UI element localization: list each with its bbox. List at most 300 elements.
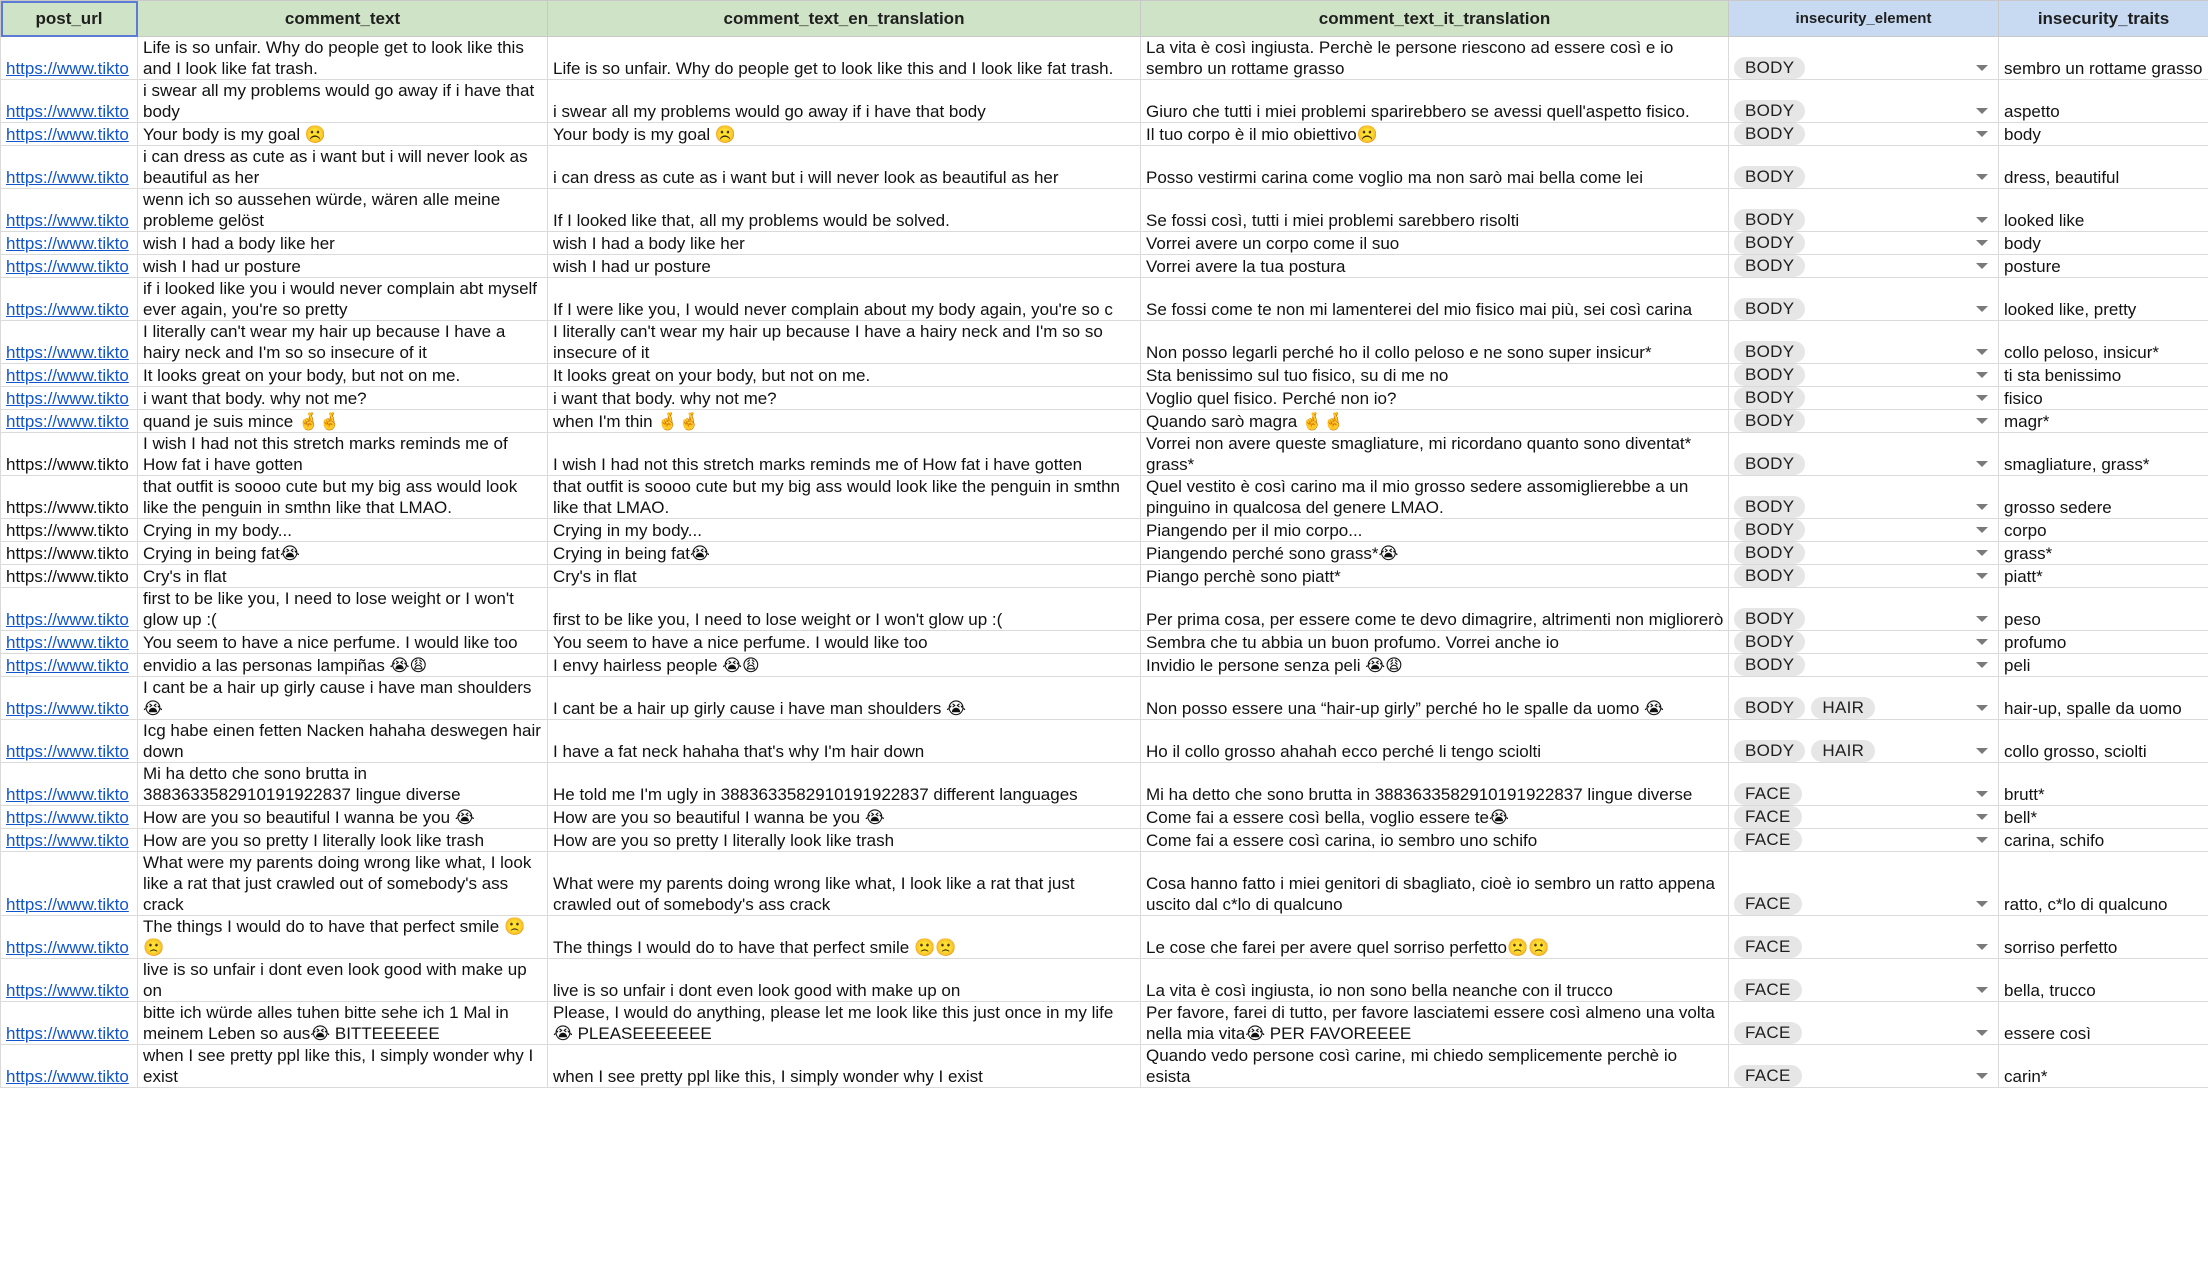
dropdown-arrow-icon[interactable] xyxy=(1976,217,1988,223)
it-translation-cell[interactable]: Ho il collo grosso ahahah ecco perché li tengo sciolti xyxy=(1141,720,1729,763)
insecurity-element-cell[interactable] xyxy=(1729,916,1999,959)
comment-text-cell[interactable]: I literally can't wear my hair up because I have a hairy neck and I'm so so insecure of it xyxy=(138,321,548,364)
table-row xyxy=(1,829,2208,852)
comment-text-cell[interactable]: What were my parents doing wrong like what, I look like a rat that just crawled out of somebody's ass crack xyxy=(138,852,548,916)
insecurity-element-chip: BODY xyxy=(1734,740,1805,762)
insecurity-element-cell[interactable] xyxy=(1729,959,1999,1002)
post-url-cell[interactable] xyxy=(1,720,138,763)
en-translation-cell[interactable]: when I'm thin 🤞🤞 xyxy=(548,410,1141,433)
post-url-link[interactable]: https://www.tikto xyxy=(6,102,129,121)
comment-text-cell[interactable]: How are you so pretty I literally look like trash xyxy=(138,829,548,852)
en-translation-cell[interactable]: i want that body. why not me? xyxy=(548,387,1141,410)
post-url-link[interactable]: https://www.tikto xyxy=(6,211,129,230)
insecurity-element-chip: BODY xyxy=(1734,631,1805,653)
comment-text-cell[interactable]: Icg habe einen fetten Nacken hahaha deswegen hair down xyxy=(138,720,548,763)
insecurity-element-cell[interactable] xyxy=(1729,852,1999,916)
comment-text-cell[interactable]: when I see pretty ppl like this, I simply wonder why I exist xyxy=(138,1045,548,1088)
insecurity-element-cell[interactable] xyxy=(1729,476,1999,519)
insecurity-element-chip: BODY xyxy=(1734,410,1805,432)
post-url-link[interactable]: https://www.tikto xyxy=(6,1024,129,1043)
dropdown-arrow-icon[interactable] xyxy=(1976,901,1988,907)
insecurity-traits-cell[interactable]: bella, trucco xyxy=(1999,959,2208,1002)
post-url-link[interactable]: https://www.tikto xyxy=(6,633,129,652)
it-translation-cell[interactable]: Come fai a essere così carina, io sembro uno schifo xyxy=(1141,829,1729,852)
post-url-text: https://www.tikto xyxy=(6,498,129,517)
comment-text-cell[interactable]: live is so unfair i dont even look good with make up on xyxy=(138,959,548,1002)
comment-text-cell[interactable]: How are you so beautiful I wanna be you 😭 xyxy=(138,806,548,829)
it-translation-cell[interactable]: Vorrei non avere queste smagliature, mi ricordano quanto sono diventat* grass* xyxy=(1141,433,1729,476)
insecurity-traits-cell[interactable]: sembro un rottame grasso xyxy=(1999,37,2208,80)
table-row xyxy=(1,189,2208,232)
comment-text-cell[interactable]: I wish I had not this stretch marks reminds me of How fat i have gotten xyxy=(138,433,548,476)
post-url-cell[interactable] xyxy=(1,565,138,588)
insecurity-element-chip: BODY xyxy=(1734,232,1805,254)
post-url-link[interactable]: https://www.tikto xyxy=(6,59,129,78)
comment-text-cell[interactable]: Mi ha detto che sono brutta in 3883633582910191922837 lingue diverse xyxy=(138,763,548,806)
insecurity-traits-cell[interactable]: bell* xyxy=(1999,806,2208,829)
insecurity-traits-cell[interactable]: collo peloso, insicur* xyxy=(1999,321,2208,364)
post-url-link[interactable]: https://www.tikto xyxy=(6,125,129,144)
post-url-cell[interactable] xyxy=(1,1002,138,1045)
post-url-cell[interactable] xyxy=(1,677,138,720)
insecurity-traits-cell[interactable]: ratto, c*lo di qualcuno xyxy=(1999,852,2208,916)
insecurity-element-chip: BODY xyxy=(1734,608,1805,630)
insecurity-element-chip: FACE xyxy=(1734,893,1802,915)
table-row xyxy=(1,476,2208,519)
insecurity-traits-cell[interactable]: hair-up, spalle da uomo xyxy=(1999,677,2208,720)
post-url-link[interactable]: https://www.tikto xyxy=(6,343,129,362)
table-row xyxy=(1,123,2208,146)
post-url-text: https://www.tikto xyxy=(6,455,129,474)
en-translation-cell[interactable]: If I were like you, I would never complain about my body again, you're so c xyxy=(548,278,1141,321)
post-url-link[interactable]: https://www.tikto xyxy=(6,895,129,914)
insecurity-element-chip: BODY xyxy=(1734,519,1805,541)
table-row xyxy=(1,146,2208,189)
table-row xyxy=(1,433,2208,476)
post-url-cell[interactable] xyxy=(1,959,138,1002)
table-row xyxy=(1,80,2208,123)
it-translation-cell[interactable]: Piangendo per il mio corpo... xyxy=(1141,519,1729,542)
dropdown-arrow-icon[interactable] xyxy=(1976,791,1988,797)
table-row xyxy=(1,255,2208,278)
post-url-link[interactable]: https://www.tikto xyxy=(6,831,129,850)
insecurity-traits-cell[interactable]: fisico xyxy=(1999,387,2208,410)
column-header-insecurity-traits[interactable]: insecurity_traits xyxy=(1999,1,2208,37)
insecurity-traits-cell[interactable]: grass* xyxy=(1999,542,2208,565)
en-translation-cell[interactable]: i swear all my problems would go away if i have that body xyxy=(548,80,1141,123)
post-url-cell[interactable] xyxy=(1,829,138,852)
table-row xyxy=(1,410,2208,433)
table-row xyxy=(1,387,2208,410)
post-url-link[interactable]: https://www.tikto xyxy=(6,742,129,761)
table-row xyxy=(1,588,2208,631)
table-row xyxy=(1,321,2208,364)
insecurity-element-chip: FACE xyxy=(1734,783,1802,805)
table-row xyxy=(1,959,2208,1002)
en-translation-cell[interactable]: He told me I'm ugly in 3883633582910191922837 different languages xyxy=(548,763,1141,806)
it-translation-cell[interactable]: Cosa hanno fatto i miei genitori di sbagliato, cioè io sembro un ratto appena uscito dal c*lo di qualcuno xyxy=(1141,852,1729,916)
en-translation-cell[interactable]: It looks great on your body, but not on me. xyxy=(548,364,1141,387)
insecurity-element-chip: BODY xyxy=(1734,57,1805,79)
it-translation-cell[interactable]: Quando vedo persone così carine, mi chiedo semplicemente perchè io esista xyxy=(1141,1045,1729,1088)
insecurity-element-chip: FACE xyxy=(1734,979,1802,1001)
it-translation-cell[interactable]: Le cose che farei per avere quel sorriso perfetto🙁🙁 xyxy=(1141,916,1729,959)
insecurity-element-cell[interactable] xyxy=(1729,410,1999,433)
comment-text-cell[interactable]: first to be like you, I need to lose weight or I won't glow up :( xyxy=(138,588,548,631)
post-url-link[interactable]: https://www.tikto xyxy=(6,981,129,1000)
post-url-cell[interactable] xyxy=(1,364,138,387)
insecurity-element-cell[interactable] xyxy=(1729,763,1999,806)
insecurity-element-chip: BODY xyxy=(1734,565,1805,587)
post-url-link[interactable]: https://www.tikto xyxy=(6,366,129,385)
post-url-cell[interactable] xyxy=(1,255,138,278)
post-url-cell[interactable] xyxy=(1,80,138,123)
it-translation-cell[interactable]: Non posso essere una “hair-up girly” perché ho le spalle da uomo 😭 xyxy=(1141,677,1729,720)
dropdown-arrow-icon[interactable] xyxy=(1976,349,1988,355)
dropdown-arrow-icon[interactable] xyxy=(1976,108,1988,114)
table-row xyxy=(1,916,2208,959)
en-translation-cell[interactable]: How are you so pretty I literally look like trash xyxy=(548,829,1141,852)
comment-text-cell[interactable]: Your body is my goal ☹️ xyxy=(138,123,548,146)
post-url-link[interactable]: https://www.tikto xyxy=(6,808,129,827)
table-row xyxy=(1,565,2208,588)
post-url-text: https://www.tikto xyxy=(6,567,129,586)
post-url-link[interactable]: https://www.tikto xyxy=(6,389,129,408)
it-translation-cell[interactable]: Vorrei avere un corpo come il suo xyxy=(1141,232,1729,255)
insecurity-element-chip: BODY xyxy=(1734,166,1805,188)
insecurity-traits-cell[interactable]: aspetto xyxy=(1999,80,2208,123)
insecurity-traits-cell[interactable]: posture xyxy=(1999,255,2208,278)
insecurity-traits-cell[interactable]: smagliature, grass* xyxy=(1999,433,2208,476)
it-translation-cell[interactable]: Sta benissimo sul tuo fisico, su di me no xyxy=(1141,364,1729,387)
comment-text-cell[interactable]: wenn ich so aussehen würde, wären alle meine probleme gelöst xyxy=(138,189,548,232)
insecurity-element-cell[interactable] xyxy=(1729,565,1999,588)
dropdown-arrow-icon[interactable] xyxy=(1976,174,1988,180)
insecurity-element-cell[interactable] xyxy=(1729,278,1999,321)
insecurity-traits-cell[interactable]: peso xyxy=(1999,588,2208,631)
dropdown-arrow-icon[interactable] xyxy=(1976,705,1988,711)
comment-text-cell[interactable]: that outfit is soooo cute but my big ass would look like the penguin in smthn like that LMAO. xyxy=(138,476,548,519)
table-row xyxy=(1,519,2208,542)
dropdown-arrow-icon[interactable] xyxy=(1976,263,1988,269)
dropdown-arrow-icon[interactable] xyxy=(1976,814,1988,820)
comment-text-cell[interactable]: Crying in my body... xyxy=(138,519,548,542)
it-translation-cell[interactable]: Per prima cosa, per essere come te devo dimagrire, altrimenti non migliorerò xyxy=(1141,588,1729,631)
post-url-cell[interactable] xyxy=(1,654,138,677)
post-url-link[interactable]: https://www.tikto xyxy=(6,257,129,276)
post-url-cell[interactable] xyxy=(1,519,138,542)
en-translation-cell[interactable]: What were my parents doing wrong like what, I look like a rat that just crawled out of somebody's ass crack xyxy=(548,852,1141,916)
insecurity-traits-cell[interactable]: magr* xyxy=(1999,410,2208,433)
table-row xyxy=(1,720,2208,763)
comment-text-cell[interactable]: Crying in being fat😭 xyxy=(138,542,548,565)
comment-text-cell[interactable]: wish I had ur posture xyxy=(138,255,548,278)
comment-text-cell[interactable]: The things I would do to have that perfect smile 🙁🙁 xyxy=(138,916,548,959)
insecurity-traits-cell[interactable]: brutt* xyxy=(1999,763,2208,806)
comment-text-cell[interactable]: You seem to have a nice perfume. I would like too xyxy=(138,631,548,654)
en-translation-cell[interactable]: I wish I had not this stretch marks reminds me of How fat i have gotten xyxy=(548,433,1141,476)
post-url-cell[interactable] xyxy=(1,631,138,654)
insecurity-traits-cell[interactable]: piatt* xyxy=(1999,565,2208,588)
insecurity-element-cell[interactable] xyxy=(1729,542,1999,565)
insecurity-traits-cell[interactable]: carina, schifo xyxy=(1999,829,2208,852)
post-url-cell[interactable] xyxy=(1,123,138,146)
en-translation-cell[interactable]: If I looked like that, all my problems would be solved. xyxy=(548,189,1141,232)
en-translation-cell[interactable]: Cry's in flat xyxy=(548,565,1141,588)
post-url-cell[interactable] xyxy=(1,232,138,255)
table-row xyxy=(1,631,2208,654)
it-translation-cell[interactable]: Voglio quel fisico. Perché non io? xyxy=(1141,387,1729,410)
comment-text-cell[interactable]: bitte ich würde alles tuhen bitte sehe ich 1 Mal in meinem Leben so aus😭 BITTEEEEEE xyxy=(138,1002,548,1045)
column-header-en-translation[interactable]: comment_text_en_translation xyxy=(548,1,1141,37)
dropdown-arrow-icon[interactable] xyxy=(1976,240,1988,246)
post-url-link[interactable]: https://www.tikto xyxy=(6,938,129,957)
post-url-link[interactable]: https://www.tikto xyxy=(6,785,129,804)
insecurity-element-cell[interactable] xyxy=(1729,519,1999,542)
en-translation-cell[interactable]: live is so unfair i dont even look good with make up on xyxy=(548,959,1141,1002)
dropdown-arrow-icon[interactable] xyxy=(1976,1073,1988,1079)
en-translation-cell[interactable]: when I see pretty ppl like this, I simply wonder why I exist xyxy=(548,1045,1141,1088)
insecurity-element-cell[interactable] xyxy=(1729,806,1999,829)
comment-text-cell[interactable]: envidio a las personas lampiñas 😭😩 xyxy=(138,654,548,677)
post-url-cell[interactable] xyxy=(1,410,138,433)
insecurity-element-chip: FACE xyxy=(1734,829,1802,851)
insecurity-element-chip: BODY xyxy=(1734,453,1805,475)
table-row xyxy=(1,37,2208,80)
insecurity-element-chip: BODY xyxy=(1734,255,1805,277)
insecurity-traits-cell[interactable]: dress, beautiful xyxy=(1999,146,2208,189)
en-translation-cell[interactable]: wish I had ur posture xyxy=(548,255,1141,278)
en-translation-cell[interactable]: i can dress as cute as i want but i will never look as beautiful as her xyxy=(548,146,1141,189)
comment-text-cell[interactable]: Cry's in flat xyxy=(138,565,548,588)
it-translation-cell[interactable]: Quando sarò magra 🤞🤞 xyxy=(1141,410,1729,433)
post-url-cell[interactable] xyxy=(1,852,138,916)
post-url-cell[interactable] xyxy=(1,476,138,519)
post-url-cell[interactable] xyxy=(1,542,138,565)
en-translation-cell[interactable]: Crying in being fat😭 xyxy=(548,542,1141,565)
dropdown-arrow-icon[interactable] xyxy=(1976,550,1988,556)
table-row xyxy=(1,232,2208,255)
dropdown-arrow-icon[interactable] xyxy=(1976,639,1988,645)
it-translation-cell[interactable]: Quel vestito è così carino ma il mio grosso sedere assomiglierebbe a un pinguino in qualcosa del genere LMAO. xyxy=(1141,476,1729,519)
comment-text-cell[interactable]: if i looked like you i would never complain abt myself ever again, you're so pretty xyxy=(138,278,548,321)
insecurity-element-cell[interactable] xyxy=(1729,255,1999,278)
dropdown-arrow-icon[interactable] xyxy=(1976,987,1988,993)
comment-text-cell[interactable]: i can dress as cute as i want but i will never look as beautiful as her xyxy=(138,146,548,189)
en-translation-cell[interactable]: that outfit is soooo cute but my big ass would look like the penguin in smthn like that LMAO. xyxy=(548,476,1141,519)
it-translation-cell[interactable]: Per favore, farei di tutto, per favore lasciatemi essere così almeno una volta nella mia vita😭 PER FAVOREEEE xyxy=(1141,1002,1729,1045)
en-translation-cell[interactable]: I literally can't wear my hair up because I have a hairy neck and I'm so so insecure of it xyxy=(548,321,1141,364)
dropdown-arrow-icon[interactable] xyxy=(1976,944,1988,950)
comment-text-cell[interactable]: Life is so unfair. Why do people get to look like this and I look like fat trash. xyxy=(138,37,548,80)
en-translation-cell[interactable]: You seem to have a nice perfume. I would like too xyxy=(548,631,1141,654)
insecurity-element-cell[interactable] xyxy=(1729,37,1999,80)
table-row xyxy=(1,542,2208,565)
comment-text-cell[interactable]: I cant be a hair up girly cause i have man shoulders 😭 xyxy=(138,677,548,720)
post-url-cell[interactable] xyxy=(1,916,138,959)
dropdown-arrow-icon[interactable] xyxy=(1976,748,1988,754)
dropdown-arrow-icon[interactable] xyxy=(1976,837,1988,843)
post-url-link[interactable]: https://www.tikto xyxy=(6,656,129,675)
en-translation-cell[interactable]: Life is so unfair. Why do people get to look like this and I look like fat trash. xyxy=(548,37,1141,80)
insecurity-element-chip: BODY xyxy=(1734,654,1805,676)
column-header-insecurity-element[interactable]: insecurity_element xyxy=(1729,1,1999,37)
insecurity-element-chip: BODY xyxy=(1734,542,1805,564)
insecurity-element-cell[interactable] xyxy=(1729,631,1999,654)
table-row xyxy=(1,1045,2208,1088)
insecurity-element-cell[interactable] xyxy=(1729,829,1999,852)
post-url-link[interactable]: https://www.tikto xyxy=(6,699,129,718)
dropdown-arrow-icon[interactable] xyxy=(1976,662,1988,668)
insecurity-element-chip: FACE xyxy=(1734,1065,1802,1087)
table-row xyxy=(1,1002,2208,1045)
insecurity-element-chip: BODY xyxy=(1734,496,1805,518)
en-translation-cell[interactable]: I cant be a hair up girly cause i have man shoulders 😭 xyxy=(548,677,1141,720)
it-translation-cell[interactable]: Vorrei avere la tua postura xyxy=(1141,255,1729,278)
comment-text-cell[interactable]: It looks great on your body, but not on me. xyxy=(138,364,548,387)
insecurity-element-cell[interactable] xyxy=(1729,677,1999,720)
insecurity-traits-cell[interactable]: body xyxy=(1999,232,2208,255)
insecurity-element-cell[interactable] xyxy=(1729,146,1999,189)
comment-text-cell[interactable]: wish I had a body like her xyxy=(138,232,548,255)
post-url-link[interactable]: https://www.tikto xyxy=(6,168,129,187)
comment-text-cell[interactable]: i swear all my problems would go away if i have that body xyxy=(138,80,548,123)
en-translation-cell[interactable]: I have a fat neck hahaha that's why I'm hair down xyxy=(548,720,1141,763)
post-url-cell[interactable] xyxy=(1,387,138,410)
it-translation-cell[interactable]: Piango perchè sono piatt* xyxy=(1141,565,1729,588)
dropdown-arrow-icon[interactable] xyxy=(1976,395,1988,401)
it-translation-cell[interactable]: Sembra che tu abbia un buon profumo. Vorrei anche io xyxy=(1141,631,1729,654)
en-translation-cell[interactable]: Please, I would do anything, please let me look like this just once in my life 😭 PLEASEEEEEEE xyxy=(548,1002,1141,1045)
dropdown-arrow-icon[interactable] xyxy=(1976,1030,1988,1036)
insecurity-traits-cell[interactable]: body xyxy=(1999,123,2208,146)
insecurity-traits-cell[interactable]: essere così xyxy=(1999,1002,2208,1045)
table-row xyxy=(1,763,2208,806)
insecurity-element-chip: BODY xyxy=(1734,697,1805,719)
insecurity-traits-cell[interactable]: ti sta benissimo xyxy=(1999,364,2208,387)
dropdown-arrow-icon[interactable] xyxy=(1976,418,1988,424)
insecurity-traits-cell[interactable]: carin* xyxy=(1999,1045,2208,1088)
dropdown-arrow-icon[interactable] xyxy=(1976,372,1988,378)
dropdown-arrow-icon[interactable] xyxy=(1976,131,1988,137)
en-translation-cell[interactable]: The things I would do to have that perfect smile 🙁🙁 xyxy=(548,916,1141,959)
post-url-cell[interactable] xyxy=(1,321,138,364)
insecurity-element-cell[interactable] xyxy=(1729,433,1999,476)
it-translation-cell[interactable]: Come fai a essere così bella, voglio essere te😭 xyxy=(1141,806,1729,829)
dropdown-arrow-icon[interactable] xyxy=(1976,461,1988,467)
it-translation-cell[interactable]: Il tuo corpo è il mio obiettivo☹️ xyxy=(1141,123,1729,146)
post-url-cell[interactable] xyxy=(1,146,138,189)
en-translation-cell[interactable]: Crying in my body... xyxy=(548,519,1141,542)
column-header-it-translation[interactable]: comment_text_it_translation xyxy=(1141,1,1729,37)
table-row xyxy=(1,364,2208,387)
table-row xyxy=(1,278,2208,321)
insecurity-element-cell[interactable] xyxy=(1729,189,1999,232)
it-translation-cell[interactable]: Se fossi così, tutti i miei problemi sarebbero risolti xyxy=(1141,189,1729,232)
insecurity-traits-cell[interactable]: profumo xyxy=(1999,631,2208,654)
post-url-cell[interactable] xyxy=(1,806,138,829)
post-url-text: https://www.tikto xyxy=(6,544,129,563)
insecurity-element-chip: HAIR xyxy=(1811,697,1875,719)
en-translation-cell[interactable]: wish I had a body like her xyxy=(548,232,1141,255)
post-url-link[interactable]: https://www.tikto xyxy=(6,300,129,319)
insecurity-element-cell[interactable] xyxy=(1729,1002,1999,1045)
insecurity-traits-cell[interactable]: peli xyxy=(1999,654,2208,677)
insecurity-traits-cell[interactable]: corpo xyxy=(1999,519,2208,542)
it-translation-cell[interactable]: Mi ha detto che sono brutta in 3883633582910191922837 lingue diverse xyxy=(1141,763,1729,806)
insecurity-element-chip: BODY xyxy=(1734,209,1805,231)
insecurity-element-chip: BODY xyxy=(1734,341,1805,363)
it-translation-cell[interactable]: Non posso legarli perché ho il collo peloso e ne sono super insicur* xyxy=(1141,321,1729,364)
en-translation-cell[interactable]: first to be like you, I need to lose weight or I won't glow up :( xyxy=(548,588,1141,631)
insecurity-traits-cell[interactable]: collo grosso, sciolti xyxy=(1999,720,2208,763)
insecurity-element-cell[interactable] xyxy=(1729,321,1999,364)
post-url-cell[interactable] xyxy=(1,278,138,321)
insecurity-traits-cell[interactable]: grosso sedere xyxy=(1999,476,2208,519)
insecurity-element-cell[interactable] xyxy=(1729,588,1999,631)
comment-text-cell[interactable]: quand je suis mince 🤞🤞 xyxy=(138,410,548,433)
post-url-link[interactable]: https://www.tikto xyxy=(6,610,129,629)
dropdown-arrow-icon[interactable] xyxy=(1976,306,1988,312)
insecurity-element-cell[interactable] xyxy=(1729,720,1999,763)
insecurity-element-cell[interactable] xyxy=(1729,232,1999,255)
it-translation-cell[interactable]: La vita è così ingiusta. Perchè le persone riescono ad essere così e io sembro un rottame grasso xyxy=(1141,37,1729,80)
post-url-cell[interactable] xyxy=(1,588,138,631)
en-translation-cell[interactable]: Your body is my goal ☹️ xyxy=(548,123,1141,146)
it-translation-cell[interactable]: La vita è così ingiusta, io non sono bella neanche con il trucco xyxy=(1141,959,1729,1002)
column-header-post-url[interactable]: post_url xyxy=(1,1,138,37)
header-row xyxy=(1,1,2208,37)
insecurity-element-chip: BODY xyxy=(1734,387,1805,409)
insecurity-traits-cell[interactable]: sorriso perfetto xyxy=(1999,916,2208,959)
post-url-cell[interactable] xyxy=(1,37,138,80)
en-translation-cell[interactable]: How are you so beautiful I wanna be you 😭 xyxy=(548,806,1141,829)
post-url-link[interactable]: https://www.tikto xyxy=(6,234,129,253)
insecurity-element-chip: FACE xyxy=(1734,1022,1802,1044)
dropdown-arrow-icon[interactable] xyxy=(1976,65,1988,71)
insecurity-element-cell[interactable] xyxy=(1729,1045,1999,1088)
post-url-cell[interactable] xyxy=(1,1045,138,1088)
dropdown-arrow-icon[interactable] xyxy=(1976,527,1988,533)
it-translation-cell[interactable]: Invidio le persone senza peli 😭😩 xyxy=(1141,654,1729,677)
insecurity-element-cell[interactable] xyxy=(1729,654,1999,677)
it-translation-cell[interactable]: Posso vestirmi carina come voglio ma non sarò mai bella come lei xyxy=(1141,146,1729,189)
insecurity-traits-cell[interactable]: looked like xyxy=(1999,189,2208,232)
dropdown-arrow-icon[interactable] xyxy=(1976,573,1988,579)
post-url-cell[interactable] xyxy=(1,763,138,806)
it-translation-cell[interactable]: Se fossi come te non mi lamenterei del mio fisico mai più, sei così carina xyxy=(1141,278,1729,321)
insecurity-element-cell[interactable] xyxy=(1729,123,1999,146)
post-url-link[interactable]: https://www.tikto xyxy=(6,412,129,431)
en-translation-cell[interactable]: I envy hairless people 😭😩 xyxy=(548,654,1141,677)
insecurity-element-cell[interactable] xyxy=(1729,80,1999,123)
post-url-cell[interactable] xyxy=(1,189,138,232)
post-url-cell[interactable] xyxy=(1,433,138,476)
table-row xyxy=(1,806,2208,829)
insecurity-traits-cell[interactable]: looked like, pretty xyxy=(1999,278,2208,321)
it-translation-cell[interactable]: Giuro che tutti i miei problemi sparirebbero se avessi quell'aspetto fisico. xyxy=(1141,80,1729,123)
insecurity-element-cell[interactable] xyxy=(1729,364,1999,387)
comment-text-cell[interactable]: i want that body. why not me? xyxy=(138,387,548,410)
insecurity-element-cell[interactable] xyxy=(1729,387,1999,410)
insecurity-element-chip: BODY xyxy=(1734,100,1805,122)
column-header-comment-text[interactable]: comment_text xyxy=(138,1,548,37)
insecurity-element-chip: BODY xyxy=(1734,123,1805,145)
dropdown-arrow-icon[interactable] xyxy=(1976,504,1988,510)
post-url-link[interactable]: https://www.tikto xyxy=(6,1067,129,1086)
dropdown-arrow-icon[interactable] xyxy=(1976,616,1988,622)
it-translation-cell[interactable]: Piangendo perché sono grass*😭 xyxy=(1141,542,1729,565)
